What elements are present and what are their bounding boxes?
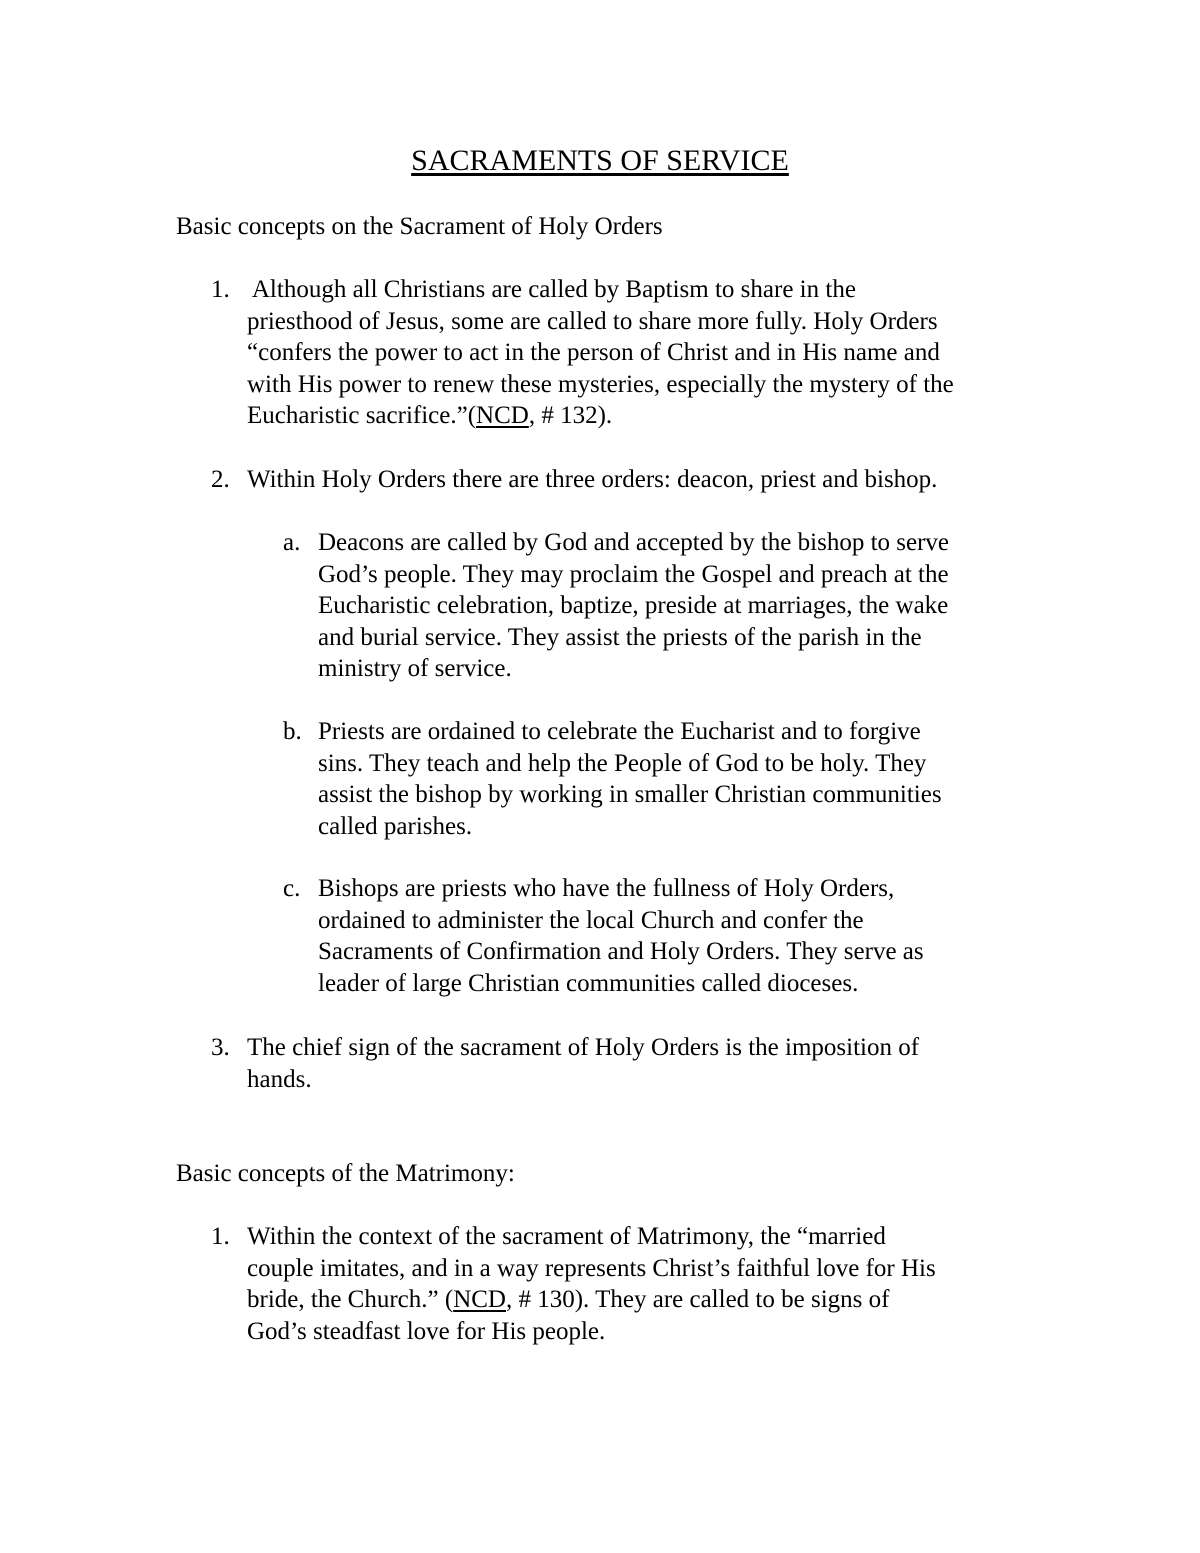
list-item-text	[318, 527, 949, 685]
list-item-text	[247, 1221, 936, 1347]
list-item-text	[247, 464, 937, 496]
text-line: called parishes.	[318, 812, 473, 840]
text-line: The chief sign of the sacrament of Holy Orders is the imposition of	[247, 1034, 920, 1061]
list-item-text	[318, 873, 924, 999]
list-marker: 1.	[211, 1223, 230, 1250]
text-line: Within the context of the sacrament of Matrimony, the “married	[247, 1223, 886, 1250]
text-line	[247, 1284, 936, 1316]
citation-ncd: NCD	[453, 1286, 506, 1314]
text-line: ordained to administer the local Church and confer the	[318, 906, 864, 934]
list-item-text	[318, 716, 942, 842]
text-line: hands.	[247, 1065, 312, 1093]
page-title	[0, 142, 1200, 180]
text-segment: Eucharistic sacrifice.”(	[247, 402, 477, 430]
list-item-text	[247, 274, 954, 432]
text-line: assist the bishop by working in smaller Christian communities	[318, 781, 942, 809]
text-line: Bishops are priests who have the fullness of Holy Orders,	[318, 875, 895, 902]
text-line: and burial service. They assist the priests of the parish in the	[318, 623, 922, 651]
text-line: God’s steadfast love for His people.	[247, 1317, 606, 1345]
page-title-text: SACRAMENTS OF SERVICE	[411, 144, 789, 177]
text-line: ministry of service.	[318, 655, 512, 683]
text-line: Although all Christians are called by Baptism to share in the	[247, 276, 856, 303]
list-marker: 1.	[211, 276, 230, 303]
list-marker: c.	[283, 875, 301, 902]
list-marker: b.	[283, 718, 302, 745]
text-line: Within Holy Orders there are three orders: deacon, priest and bishop.	[247, 466, 938, 493]
text-line: “confers the power to act in the person of Christ and in His name and	[247, 339, 940, 367]
list-marker: a.	[283, 529, 301, 556]
citation-ncd: NCD	[476, 402, 529, 430]
text-line: God’s people. They may proclaim the Gospel and preach at the	[318, 560, 949, 588]
text-line: with His power to renew these mysteries, especially the mystery of the	[247, 370, 954, 398]
list-marker: 2.	[211, 466, 230, 493]
section-heading-matrimony: Basic concepts of the Matrimony:	[176, 1160, 515, 1187]
section-heading-holy-orders: Basic concepts on the Sacrament of Holy Orders	[176, 213, 663, 240]
text-segment: , # 130). They are called to be signs of	[505, 1286, 890, 1314]
text-segment: , # 132).	[528, 402, 613, 430]
text-line: Eucharistic celebration, baptize, preside at marriages, the wake	[318, 592, 949, 620]
text-line: priesthood of Jesus, some are called to share more fully. Holy Orders	[247, 307, 938, 335]
text-segment: bride, the Church.” (	[247, 1286, 454, 1314]
text-line: leader of large Christian communities called dioceses.	[318, 969, 859, 997]
list-marker: 3.	[211, 1034, 230, 1061]
text-line: Deacons are called by God and accepted by the bishop to serve	[318, 529, 950, 556]
text-line	[247, 400, 954, 432]
text-line: sins. They teach and help the People of God to be holy. They	[318, 749, 927, 777]
text-line: couple imitates, and in a way represents Christ’s faithful love for His	[247, 1254, 936, 1282]
list-item-text	[247, 1032, 919, 1095]
text-line: Sacraments of Confirmation and Holy Orders. They serve as	[318, 938, 924, 966]
text-line: Priests are ordained to celebrate the Eucharist and to forgive	[318, 718, 921, 745]
